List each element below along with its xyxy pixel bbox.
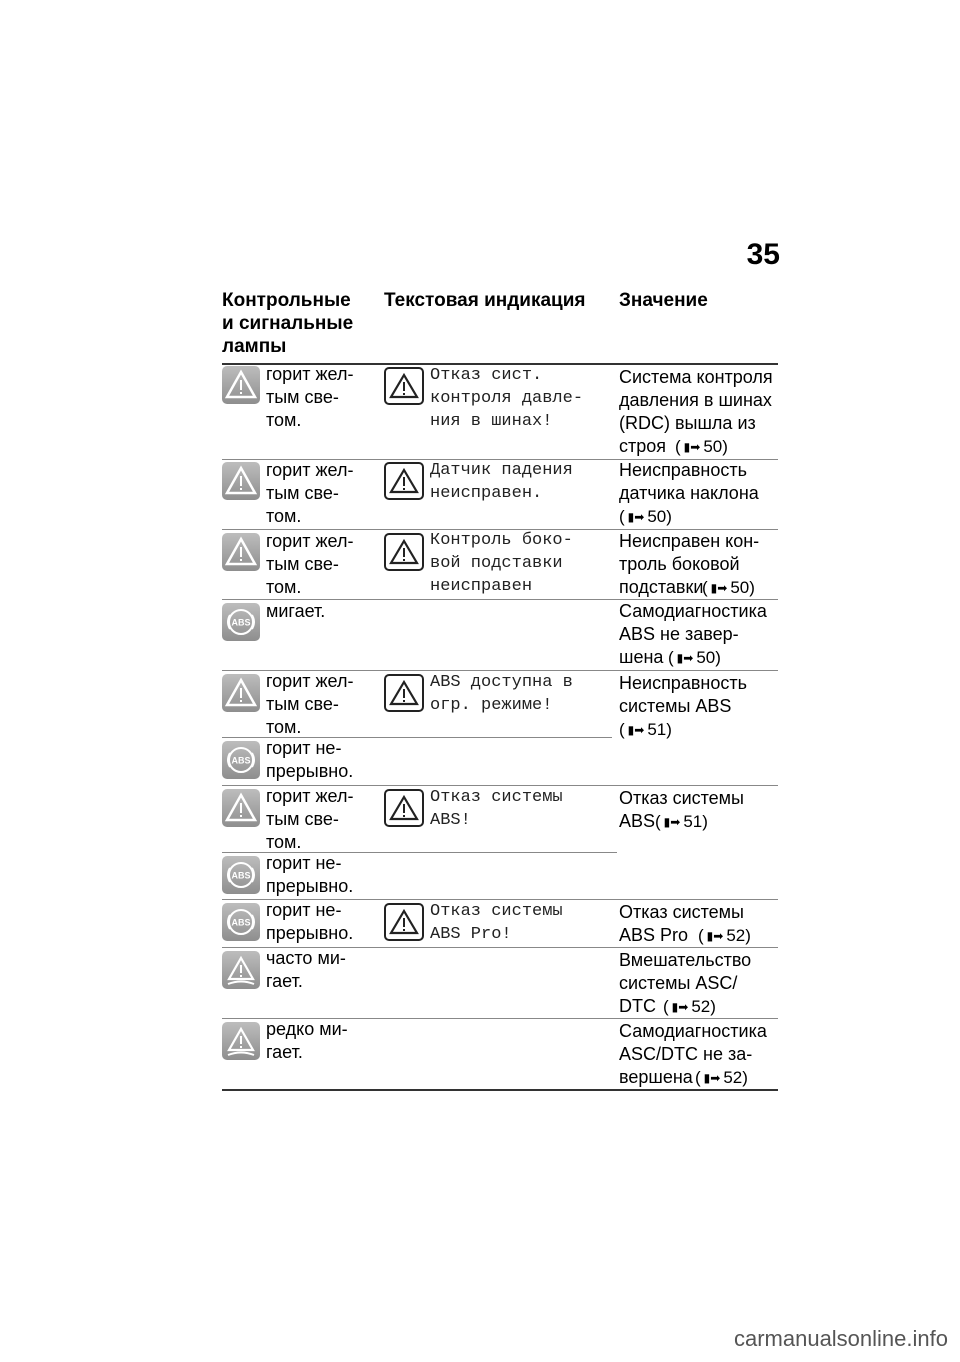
display-text: ABS доступна в огр. режиме! xyxy=(430,673,573,715)
page-number: 35 xyxy=(746,238,780,271)
warning-lamp-icon xyxy=(222,674,260,712)
asc-dtc-lamp-icon xyxy=(222,951,260,989)
page-reference: ( ▮➡ 51) xyxy=(655,810,755,834)
reference-arrow-icon: ▮➡ xyxy=(663,815,681,829)
table-bottom-border xyxy=(222,1089,778,1091)
display-warning-icon xyxy=(384,674,424,712)
page-reference: ( ▮➡ 51) xyxy=(619,718,789,742)
display-warning-icon xyxy=(384,789,424,827)
svg-text:ABS: ABS xyxy=(231,617,251,628)
reference-arrow-icon: ▮➡ xyxy=(627,723,645,737)
display-text: Контроль боко- вой подставки неисправен xyxy=(430,531,573,596)
display-warning-icon xyxy=(384,533,424,571)
meaning-text: Система контроля давления в шинах (RDC) вышла из строя xyxy=(619,367,773,456)
svg-text:ABS: ABS xyxy=(231,870,251,881)
display-text: Датчик падения неисправен. xyxy=(430,461,573,503)
warning-lamp-icon xyxy=(222,789,260,827)
lamp-state: горит не- прерывно. xyxy=(266,900,354,943)
abs-lamp-icon xyxy=(222,741,260,779)
meaning-text: Отказ системы ABS xyxy=(619,788,744,831)
svg-text:ABS: ABS xyxy=(231,917,251,928)
lamp-state: горит не- прерывно. xyxy=(266,738,354,781)
reference-arrow-icon: ▮➡ xyxy=(706,929,724,943)
reference-arrow-icon: ▮➡ xyxy=(627,510,645,524)
page-reference: ( ▮➡ 50) xyxy=(675,435,775,459)
lamp-state: горит не- прерывно. xyxy=(266,853,354,896)
lamp-state: горит жел- тым све- том. xyxy=(266,460,354,526)
watermark: carmanualsonline.info xyxy=(733,1326,948,1351)
abs-lamp-icon xyxy=(222,856,260,894)
display-warning-icon xyxy=(384,462,424,500)
display-text: Отказ системы ABS Pro! xyxy=(430,902,563,944)
page-reference: ( ▮➡ 50) xyxy=(702,576,792,600)
header-lamps: Контрольные и сигнальные лампы xyxy=(222,290,354,357)
lamp-state: часто ми- гает. xyxy=(266,948,346,991)
page-reference: ( ▮➡ 52) xyxy=(695,1066,785,1090)
display-warning-icon xyxy=(384,367,424,405)
header-text-display: Текстовая индикация xyxy=(384,290,586,311)
display-text: Отказ сист. контроля давле- ния в шинах! xyxy=(430,366,584,431)
meaning-text: Отказ системы ABS Pro xyxy=(619,902,744,945)
page-reference: ( ▮➡ 52) xyxy=(663,995,763,1019)
display-text: Отказ системы ABS! xyxy=(430,788,563,830)
reference-arrow-icon: ▮➡ xyxy=(703,1071,721,1085)
reference-arrow-icon: ▮➡ xyxy=(671,1000,689,1014)
asc-dtc-lamp-icon xyxy=(222,1022,260,1060)
abs-lamp-icon xyxy=(222,903,260,941)
meaning-text: Вмешательство системы ASC/ DTC xyxy=(619,950,752,1016)
lamp-state: горит жел- тым све- том. xyxy=(266,671,354,737)
meaning-text: Неисправность системы ABS xyxy=(619,673,747,716)
page-reference: ( ▮➡ 50) xyxy=(668,646,768,670)
header-meaning: Значение xyxy=(619,290,708,311)
warning-lamp-icon xyxy=(222,533,260,571)
lamp-state: горит жел- тым све- том. xyxy=(266,786,354,852)
lamp-state: горит жел- тым све- том. xyxy=(266,531,354,597)
svg-text:ABS: ABS xyxy=(231,755,251,766)
lamp-state: редко ми- гает. xyxy=(266,1019,348,1062)
page-reference: ( ▮➡ 52) xyxy=(698,924,788,948)
page-reference: ( ▮➡ 50) xyxy=(619,505,789,529)
warning-lamp-icon xyxy=(222,366,260,404)
display-warning-icon xyxy=(384,903,424,941)
meaning-text: Неисправен кон- троль боковой подставки xyxy=(619,531,760,597)
lamp-state: мигает. xyxy=(266,601,326,621)
reference-arrow-icon: ▮➡ xyxy=(676,651,694,665)
reference-arrow-icon: ▮➡ xyxy=(710,581,728,595)
reference-arrow-icon: ▮➡ xyxy=(683,440,701,454)
meaning-text: Неисправность датчика наклона xyxy=(619,460,759,503)
lamp-state: горит жел- тым све- том. xyxy=(266,364,354,430)
abs-lamp-icon xyxy=(222,603,260,641)
warning-lamp-icon xyxy=(222,462,260,500)
meaning-text: Самодиагностика ABS не завер- шена xyxy=(619,601,767,667)
meaning-text: Самодиагностика ASC/DTC не за- вершена xyxy=(619,1021,767,1087)
